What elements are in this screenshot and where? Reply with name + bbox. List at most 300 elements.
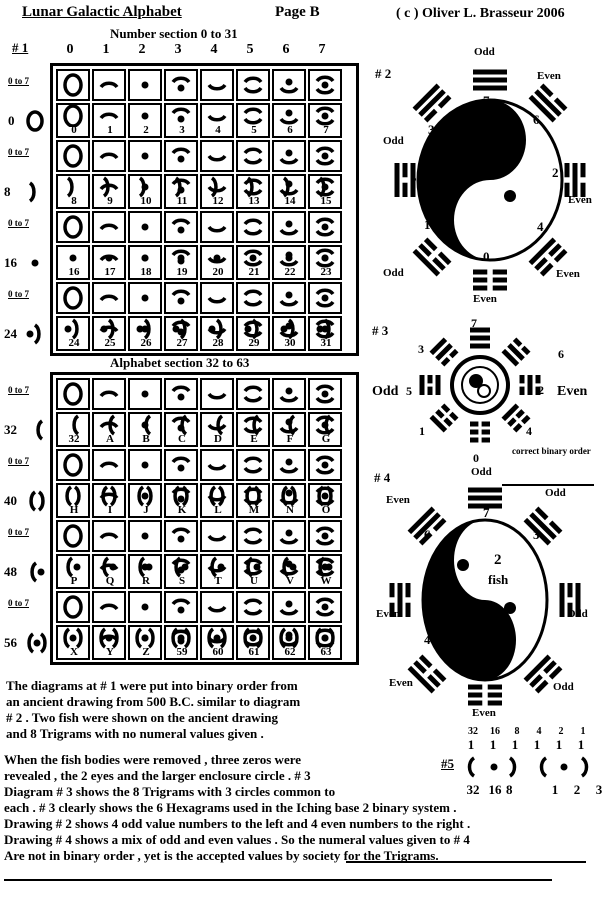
character-caption: I bbox=[107, 504, 113, 516]
character-cell bbox=[236, 554, 270, 589]
character-caption: 63 bbox=[320, 646, 332, 658]
character-cell bbox=[308, 483, 342, 518]
character-caption: S bbox=[178, 575, 186, 587]
character-cell bbox=[200, 316, 234, 351]
d5-value: 32 bbox=[466, 782, 480, 797]
column-number: 7 bbox=[318, 42, 326, 57]
character-cell bbox=[92, 554, 126, 589]
character-caption: O bbox=[321, 504, 331, 516]
row-side-value: 8 bbox=[4, 184, 11, 199]
character-caption: 27 bbox=[176, 337, 188, 349]
d5-header-value: 2 bbox=[558, 726, 564, 737]
glyph-cell bbox=[308, 449, 342, 481]
character-cell bbox=[92, 483, 126, 518]
character-caption: M bbox=[248, 504, 260, 516]
character-cell bbox=[56, 245, 90, 280]
glyph-cell bbox=[272, 591, 306, 623]
character-cell bbox=[272, 554, 306, 589]
character-caption: E bbox=[250, 433, 258, 445]
character-caption: 9 bbox=[107, 195, 113, 207]
d2-label-left: Odd bbox=[383, 135, 404, 147]
character-caption: 30 bbox=[284, 337, 296, 349]
character-caption: 29 bbox=[248, 337, 260, 349]
row-side-glyph bbox=[24, 630, 50, 656]
d3-label-right: Even bbox=[557, 384, 588, 399]
character-caption: 22 bbox=[284, 266, 296, 278]
character-cell bbox=[236, 625, 270, 660]
d4-num-2: 2 bbox=[494, 552, 502, 568]
text-line: Are not in binary order , yet is the accepted values by society for the Trigrams. bbox=[4, 848, 439, 863]
d4-label-bottom: Even bbox=[472, 707, 496, 719]
text-line: Drawing # 2 shows 4 odd value numbers to the left and 4 even numbers to the right . bbox=[4, 816, 471, 831]
d5-one: 1 bbox=[533, 737, 541, 752]
character-cell bbox=[308, 174, 342, 209]
row-side-value: 24 bbox=[4, 326, 17, 341]
trigram-icon bbox=[524, 507, 563, 546]
d2-num-7: 7 bbox=[483, 93, 490, 108]
row-side-glyph bbox=[22, 179, 48, 205]
character-caption: L bbox=[214, 504, 222, 516]
character-cell bbox=[164, 174, 198, 209]
row-side-value: 32 bbox=[4, 422, 17, 437]
text-line: The diagrams at # 1 were put into binary order from bbox=[6, 678, 298, 693]
d3-num-7: 7 bbox=[471, 316, 477, 330]
d5-header-value: 16 bbox=[490, 726, 500, 737]
column-number: 1 bbox=[102, 42, 110, 57]
character-caption: 61 bbox=[248, 646, 260, 658]
trigram-icon bbox=[468, 685, 502, 706]
d2-label-top: Odd bbox=[474, 46, 495, 58]
d5-value: 3 bbox=[595, 782, 603, 797]
glyph-cell bbox=[308, 591, 342, 623]
character-caption: 26 bbox=[140, 337, 152, 349]
section2-heading: Alphabet section 32 to 63 bbox=[110, 355, 250, 370]
character-caption: 17 bbox=[104, 266, 116, 278]
row-side-value: 16 bbox=[4, 255, 17, 270]
row-side-value: 40 bbox=[4, 493, 17, 508]
d4-label-topright: Odd bbox=[545, 487, 566, 499]
d3-num-5: 5 bbox=[406, 384, 412, 398]
row-side-value: 48 bbox=[4, 564, 17, 579]
glyph-cell bbox=[236, 520, 270, 552]
glyph-cell bbox=[56, 69, 90, 101]
row-side-value: 56 bbox=[4, 635, 17, 650]
glyph-cell bbox=[56, 282, 90, 314]
d2-label-bottomleft: Odd bbox=[383, 267, 404, 279]
glyph-cell bbox=[272, 140, 306, 172]
character-cell bbox=[236, 245, 270, 280]
character-cell bbox=[128, 316, 162, 351]
glyph-cell bbox=[128, 211, 162, 243]
d5-value: 16 bbox=[488, 782, 502, 797]
character-caption: 19 bbox=[176, 266, 188, 278]
character-cell bbox=[272, 483, 306, 518]
character-caption: 32 bbox=[68, 433, 80, 445]
paragraph-2 bbox=[4, 752, 470, 864]
character-caption: 0 bbox=[71, 124, 77, 136]
d4-label-bottomleft: Even bbox=[389, 677, 413, 689]
text-line: and 8 Trigrams with no numeral values given . bbox=[6, 726, 264, 741]
row-range-label: 0 to 7 bbox=[8, 598, 29, 608]
glyph-cell bbox=[200, 449, 234, 481]
d2-num-1: 1 bbox=[424, 217, 431, 232]
glyph-cell bbox=[128, 378, 162, 410]
d2-num-6: 6 bbox=[533, 112, 540, 127]
character-cell bbox=[92, 245, 126, 280]
glyph-cell bbox=[92, 520, 126, 552]
d3-num-4: 4 bbox=[526, 424, 532, 438]
row-range-label: 0 to 7 bbox=[8, 456, 29, 466]
glyph-cell bbox=[92, 282, 126, 314]
trigram-icon bbox=[430, 404, 459, 433]
character-caption: 60 bbox=[212, 646, 224, 658]
glyph-cell bbox=[164, 449, 198, 481]
character-cell bbox=[308, 245, 342, 280]
row-side-value: 0 bbox=[8, 113, 15, 128]
row-range-label: 0 to 7 bbox=[8, 218, 29, 228]
character-caption: 14 bbox=[284, 195, 296, 207]
character-cell bbox=[164, 245, 198, 280]
row-range-label: 0 to 7 bbox=[8, 385, 29, 395]
character-cell bbox=[200, 483, 234, 518]
character-caption: T bbox=[214, 575, 222, 587]
row-range-label: 0 to 7 bbox=[8, 289, 29, 299]
glyph-cell bbox=[164, 211, 198, 243]
d3-num-2: 2 bbox=[538, 383, 544, 397]
character-caption: F bbox=[286, 433, 294, 445]
character-cell bbox=[200, 103, 234, 138]
row-range-label: 0 to 7 bbox=[8, 76, 29, 86]
d3-num-0: 0 bbox=[473, 451, 479, 465]
character-cell bbox=[272, 103, 306, 138]
character-cell bbox=[92, 625, 126, 660]
character-cell bbox=[200, 412, 234, 447]
character-cell bbox=[164, 103, 198, 138]
trigram-icon bbox=[502, 338, 531, 367]
d5-header-value: 1 bbox=[580, 726, 586, 737]
diagram4-label: # 4 bbox=[374, 470, 391, 485]
d4-fish: fish bbox=[488, 572, 509, 587]
glyph-cell bbox=[92, 449, 126, 481]
diagram2-label: # 2 bbox=[375, 66, 392, 81]
character-cell bbox=[56, 554, 90, 589]
d5-value: 8 bbox=[506, 782, 513, 797]
glyph-cell bbox=[308, 520, 342, 552]
eye-dark bbox=[462, 152, 474, 164]
character-caption: U bbox=[250, 575, 258, 587]
character-cell bbox=[308, 412, 342, 447]
glyph-cell bbox=[308, 69, 342, 101]
text-line: each . # 3 clearly shows the 6 Hexagrams used in the Iching base 2 binary system . bbox=[4, 800, 457, 815]
character-caption: 15 bbox=[320, 195, 332, 207]
section1-label: # 1 bbox=[12, 40, 29, 55]
character-caption: 31 bbox=[320, 337, 332, 349]
character-caption: 21 bbox=[248, 266, 260, 278]
character-caption: 23 bbox=[320, 266, 332, 278]
row-side-glyph bbox=[22, 108, 48, 134]
trigram-icon bbox=[430, 338, 459, 367]
text-line: Drawing # 4 shows a mix of odd and even values . So the numeral values given to # 4 bbox=[4, 832, 470, 847]
glyph-cell bbox=[92, 591, 126, 623]
character-cell bbox=[236, 483, 270, 518]
row-range-label: 0 to 7 bbox=[8, 527, 29, 537]
diagram5-values bbox=[462, 782, 603, 798]
glyph-cell bbox=[200, 140, 234, 172]
d4-num-3: 3 bbox=[533, 527, 540, 542]
eye-light bbox=[504, 190, 516, 202]
glyph-cell bbox=[56, 591, 90, 623]
character-caption: G bbox=[321, 433, 331, 445]
glyph-cell bbox=[272, 449, 306, 481]
character-cell bbox=[92, 174, 126, 209]
d5-one: 1 bbox=[489, 737, 497, 752]
row-side-glyph bbox=[24, 559, 50, 585]
character-cell bbox=[128, 625, 162, 660]
character-cell bbox=[236, 316, 270, 351]
column-number: 0 bbox=[66, 42, 74, 57]
glyph-cell bbox=[236, 282, 270, 314]
underline-2 bbox=[4, 879, 552, 881]
d5-one: 1 bbox=[467, 737, 475, 752]
trigram-icon bbox=[408, 655, 447, 694]
character-cell bbox=[56, 103, 90, 138]
character-caption: 20 bbox=[212, 266, 224, 278]
glyph-cell bbox=[272, 282, 306, 314]
character-cell bbox=[164, 554, 198, 589]
character-cell bbox=[128, 412, 162, 447]
d2-num-4: 4 bbox=[537, 219, 544, 234]
glyph-cell bbox=[92, 140, 126, 172]
column-number: 4 bbox=[210, 42, 218, 57]
character-caption: 10 bbox=[140, 195, 152, 207]
glyph-cell bbox=[56, 520, 90, 552]
glyph-cell bbox=[200, 591, 234, 623]
d5-one: 1 bbox=[555, 737, 563, 752]
glyph-cell bbox=[128, 69, 162, 101]
text-line: an ancient drawing from 500 B.C. similar to diagram bbox=[6, 694, 301, 709]
column-number: 5 bbox=[246, 42, 254, 57]
character-caption: J bbox=[143, 504, 149, 516]
glyph-cell bbox=[308, 140, 342, 172]
d2-label-bottomright: Even bbox=[556, 268, 580, 280]
character-cell bbox=[272, 245, 306, 280]
character-caption: C bbox=[178, 433, 186, 445]
character-caption: D bbox=[214, 433, 222, 445]
d3-num-3: 3 bbox=[418, 342, 424, 356]
character-cell bbox=[272, 412, 306, 447]
glyph-cell bbox=[200, 69, 234, 101]
character-caption: 1 bbox=[107, 124, 113, 136]
character-cell bbox=[200, 554, 234, 589]
section1-heading: Number section 0 to 31 bbox=[110, 26, 238, 41]
character-caption: V bbox=[286, 575, 294, 587]
character-cell bbox=[56, 625, 90, 660]
character-caption: 24 bbox=[68, 337, 80, 349]
glyph-cell bbox=[164, 378, 198, 410]
glyph-cell bbox=[56, 211, 90, 243]
glyph-cell bbox=[308, 211, 342, 243]
d4-label-right: Odd bbox=[567, 608, 588, 620]
d5-value: 2 bbox=[573, 782, 581, 797]
character-caption: 13 bbox=[248, 195, 260, 207]
d5-header-value: 4 bbox=[536, 726, 542, 737]
trigram-icon bbox=[565, 163, 586, 197]
glyph-cell bbox=[236, 591, 270, 623]
copyright: ( c ) Oliver L. Brasseur 2006 bbox=[396, 6, 565, 21]
d4-label-bottomright: Odd bbox=[553, 681, 574, 693]
character-caption: 3 bbox=[179, 124, 185, 136]
glyph-cell bbox=[164, 520, 198, 552]
number-grid bbox=[50, 63, 359, 356]
character-caption: 25 bbox=[104, 337, 116, 349]
character-cell bbox=[308, 625, 342, 660]
character-cell bbox=[200, 245, 234, 280]
glyph-cell bbox=[128, 140, 162, 172]
d5-header-value: 8 bbox=[514, 726, 520, 737]
character-caption: W bbox=[320, 575, 332, 587]
character-caption: R bbox=[142, 575, 150, 587]
row-side-glyph bbox=[24, 488, 50, 514]
character-cell bbox=[272, 625, 306, 660]
column-number: 3 bbox=[174, 42, 182, 57]
glyph-cell bbox=[272, 378, 306, 410]
diagram5-label: #5 bbox=[441, 756, 454, 771]
glyph-cell bbox=[200, 211, 234, 243]
character-cell bbox=[308, 554, 342, 589]
d3-label-left: Odd bbox=[372, 384, 399, 399]
d4-num-6: 6 bbox=[424, 527, 431, 542]
text-line: revealed , the 2 eyes and the larger enclosure circle . # 3 bbox=[4, 768, 311, 783]
glyph-cell bbox=[164, 140, 198, 172]
character-cell bbox=[128, 103, 162, 138]
trigram-icon bbox=[470, 422, 490, 443]
character-caption: B bbox=[142, 433, 150, 445]
character-cell bbox=[128, 483, 162, 518]
row-side-glyph bbox=[22, 250, 48, 276]
row-range-label: 0 to 7 bbox=[8, 147, 29, 157]
character-cell bbox=[236, 174, 270, 209]
character-caption: A bbox=[106, 433, 114, 445]
character-cell bbox=[308, 316, 342, 351]
d2-num-2: 2 bbox=[552, 165, 559, 180]
character-caption: P bbox=[70, 575, 78, 587]
character-cell bbox=[272, 316, 306, 351]
character-caption: 11 bbox=[176, 195, 188, 207]
character-caption: Y bbox=[106, 646, 114, 658]
text-line: When the fish bodies were removed , three zeros were bbox=[4, 752, 302, 767]
character-caption: 62 bbox=[284, 646, 296, 658]
d3-label-bottom: Odd bbox=[471, 466, 492, 478]
d5-value: 1 bbox=[551, 782, 559, 797]
character-cell bbox=[128, 174, 162, 209]
d2-label-right: Even bbox=[568, 194, 592, 206]
trigram-icon bbox=[473, 270, 507, 291]
character-cell bbox=[164, 412, 198, 447]
character-cell bbox=[128, 554, 162, 589]
glyph-cell bbox=[236, 69, 270, 101]
text-line: # 2 . Two fish were shown on the ancient drawing bbox=[6, 710, 278, 725]
glyph-cell bbox=[308, 282, 342, 314]
paragraph-1 bbox=[6, 678, 300, 742]
glyph-cell bbox=[236, 378, 270, 410]
text-line: Diagram # 3 shows the 8 Trigrams with 3 circles common to bbox=[4, 784, 336, 799]
character-cell bbox=[92, 103, 126, 138]
d2-num-0: 0 bbox=[483, 249, 490, 264]
trigram-icon bbox=[420, 375, 441, 395]
row-side-glyph bbox=[22, 321, 48, 347]
glyph-cell bbox=[56, 449, 90, 481]
character-cell bbox=[56, 316, 90, 351]
glyph-cell bbox=[308, 378, 342, 410]
character-cell bbox=[56, 174, 90, 209]
glyph-cell bbox=[236, 211, 270, 243]
character-caption: 5 bbox=[251, 124, 257, 136]
page-label: Page B bbox=[275, 4, 320, 20]
character-caption: 12 bbox=[212, 195, 224, 207]
character-cell bbox=[308, 103, 342, 138]
d2-num-3: 3 bbox=[428, 122, 435, 137]
d4-label-topleft: Even bbox=[386, 494, 410, 506]
column-number: 6 bbox=[282, 42, 290, 57]
underline-1 bbox=[346, 861, 586, 863]
d4-label-left: Even bbox=[376, 608, 400, 620]
glyph-cell bbox=[164, 69, 198, 101]
glyph-cell bbox=[128, 520, 162, 552]
character-caption: 7 bbox=[323, 124, 329, 136]
glyph-cell bbox=[200, 282, 234, 314]
character-cell bbox=[272, 174, 306, 209]
d4-num-0: 0 bbox=[483, 660, 490, 675]
glyph-cell bbox=[272, 520, 306, 552]
character-cell bbox=[164, 483, 198, 518]
d5-one: 1 bbox=[577, 737, 585, 752]
character-caption: 2 bbox=[143, 124, 149, 136]
character-cell bbox=[56, 483, 90, 518]
row-side-glyph bbox=[24, 417, 50, 443]
column-number: 2 bbox=[138, 42, 146, 57]
d4-num-7: 7 bbox=[483, 505, 490, 520]
character-cell bbox=[128, 245, 162, 280]
d3-num-6: 6 bbox=[558, 347, 564, 361]
page-title: Lunar Galactic Alphabet bbox=[22, 4, 182, 20]
glyph-cell bbox=[164, 591, 198, 623]
diagram5-header bbox=[462, 726, 594, 737]
glyph-cell bbox=[56, 140, 90, 172]
d5-one: 1 bbox=[511, 737, 519, 752]
d4-num-4: 4 bbox=[424, 632, 431, 647]
glyph-cell bbox=[56, 378, 90, 410]
diagram3-label: # 3 bbox=[372, 323, 389, 338]
character-cell bbox=[164, 316, 198, 351]
character-caption: X bbox=[70, 646, 78, 658]
glyph-cell bbox=[272, 69, 306, 101]
glyph-cell bbox=[200, 520, 234, 552]
glyph-cell bbox=[128, 591, 162, 623]
character-cell bbox=[56, 412, 90, 447]
character-cell bbox=[92, 316, 126, 351]
character-caption: 6 bbox=[287, 124, 293, 136]
d3-note: correct binary order bbox=[512, 446, 591, 456]
character-caption: 59 bbox=[176, 646, 188, 658]
d2-label-bottom: Even bbox=[473, 293, 497, 305]
glyph-cell bbox=[236, 140, 270, 172]
glyph-cell bbox=[236, 449, 270, 481]
character-caption: H bbox=[69, 504, 79, 516]
character-caption: K bbox=[177, 504, 187, 516]
character-caption: Z bbox=[142, 646, 150, 658]
character-caption: 18 bbox=[140, 266, 152, 278]
diagram5-symbols bbox=[464, 752, 594, 782]
